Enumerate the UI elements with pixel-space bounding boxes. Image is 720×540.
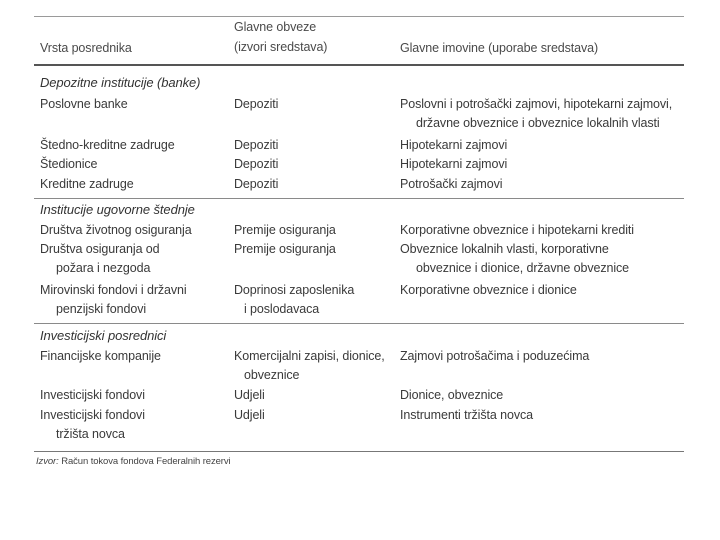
row-liabilities: Udjeli xyxy=(234,388,265,402)
row-type: Kreditne zadruge xyxy=(40,177,134,191)
row-type: Društva osiguranja od xyxy=(40,242,160,256)
row-type: Mirovinski fondovi i državni xyxy=(40,283,187,297)
row-type-cont: požara i nezgoda xyxy=(56,261,151,275)
row-assets: Korporativne obveznice i hipotekarni krediti xyxy=(400,223,634,237)
source-note xyxy=(36,456,231,468)
row-assets: Zajmovi potrošačima i poduzećima xyxy=(400,349,590,363)
table-bottom-rule xyxy=(34,451,684,452)
section-title-contractual: Institucije ugovorne štednje xyxy=(40,202,195,217)
row-liabilities-cont: obveznice xyxy=(244,368,300,382)
row-liabilities: Premije osiguranja xyxy=(234,223,336,237)
row-assets-cont: državne obveznice i obveznice lokalnih vlasti xyxy=(416,116,660,130)
section-title-depository: Depozitne institucije (banke) xyxy=(40,75,201,90)
header-rule xyxy=(34,64,684,66)
row-assets: Obveznice lokalnih vlasti, korporativne xyxy=(400,242,609,256)
source-label: Izvor: xyxy=(36,456,59,467)
header-liabilities-line2: (izvori sredstava) xyxy=(234,40,328,54)
row-type: Štedionice xyxy=(40,157,98,171)
row-assets: Korporativne obveznice i dionice xyxy=(400,283,577,297)
header-type: Vrsta posrednika xyxy=(40,41,132,55)
row-type: Društva životnog osiguranja xyxy=(40,223,192,237)
section-divider xyxy=(34,323,684,324)
row-liabilities: Komercijalni zapisi, dionice, xyxy=(234,349,385,363)
row-liabilities: Depoziti xyxy=(234,138,279,152)
section-title-investment: Investicijski posrednici xyxy=(40,328,167,343)
row-liabilities: Depoziti xyxy=(234,157,279,171)
row-liabilities: Doprinosi zaposlenika xyxy=(234,283,355,297)
row-assets: Potrošački zajmovi xyxy=(400,177,503,191)
header-assets: Glavne imovine (uporabe sredstava) xyxy=(400,41,599,55)
row-type-cont: penzijski fondovi xyxy=(56,302,147,316)
section-divider xyxy=(34,198,684,199)
row-type: Financijske kompanije xyxy=(40,349,161,363)
row-type: Investicijski fondovi xyxy=(40,388,145,402)
table-top-rule xyxy=(34,16,684,17)
row-liabilities: Premije osiguranja xyxy=(234,242,336,256)
row-liabilities: Depoziti xyxy=(234,177,279,191)
row-assets: Dionice, obveznice xyxy=(400,388,504,402)
row-type: Štedno-kreditne zadruge xyxy=(40,138,175,152)
row-liabilities-cont: i poslodavaca xyxy=(244,302,320,316)
header-liabilities-line1: Glavne obveze xyxy=(234,20,317,34)
row-liabilities: Depoziti xyxy=(234,97,279,111)
row-type: Poslovne banke xyxy=(40,97,128,111)
row-type-cont: tržišta novca xyxy=(56,427,125,441)
row-assets: Instrumenti tržišta novca xyxy=(400,408,533,422)
row-type: Investicijski fondovi xyxy=(40,408,145,422)
row-assets: Hipotekarni zajmovi xyxy=(400,157,508,171)
row-liabilities: Udjeli xyxy=(234,408,265,422)
row-assets: Hipotekarni zajmovi xyxy=(400,138,508,152)
row-assets-cont: obveznice i dionice, državne obveznice xyxy=(416,261,629,275)
source-text: Račun tokova fondova Federalnih rezervi xyxy=(61,456,231,467)
row-assets: Poslovni i potrošački zajmovi, hipotekarni zajmovi, xyxy=(400,97,673,111)
